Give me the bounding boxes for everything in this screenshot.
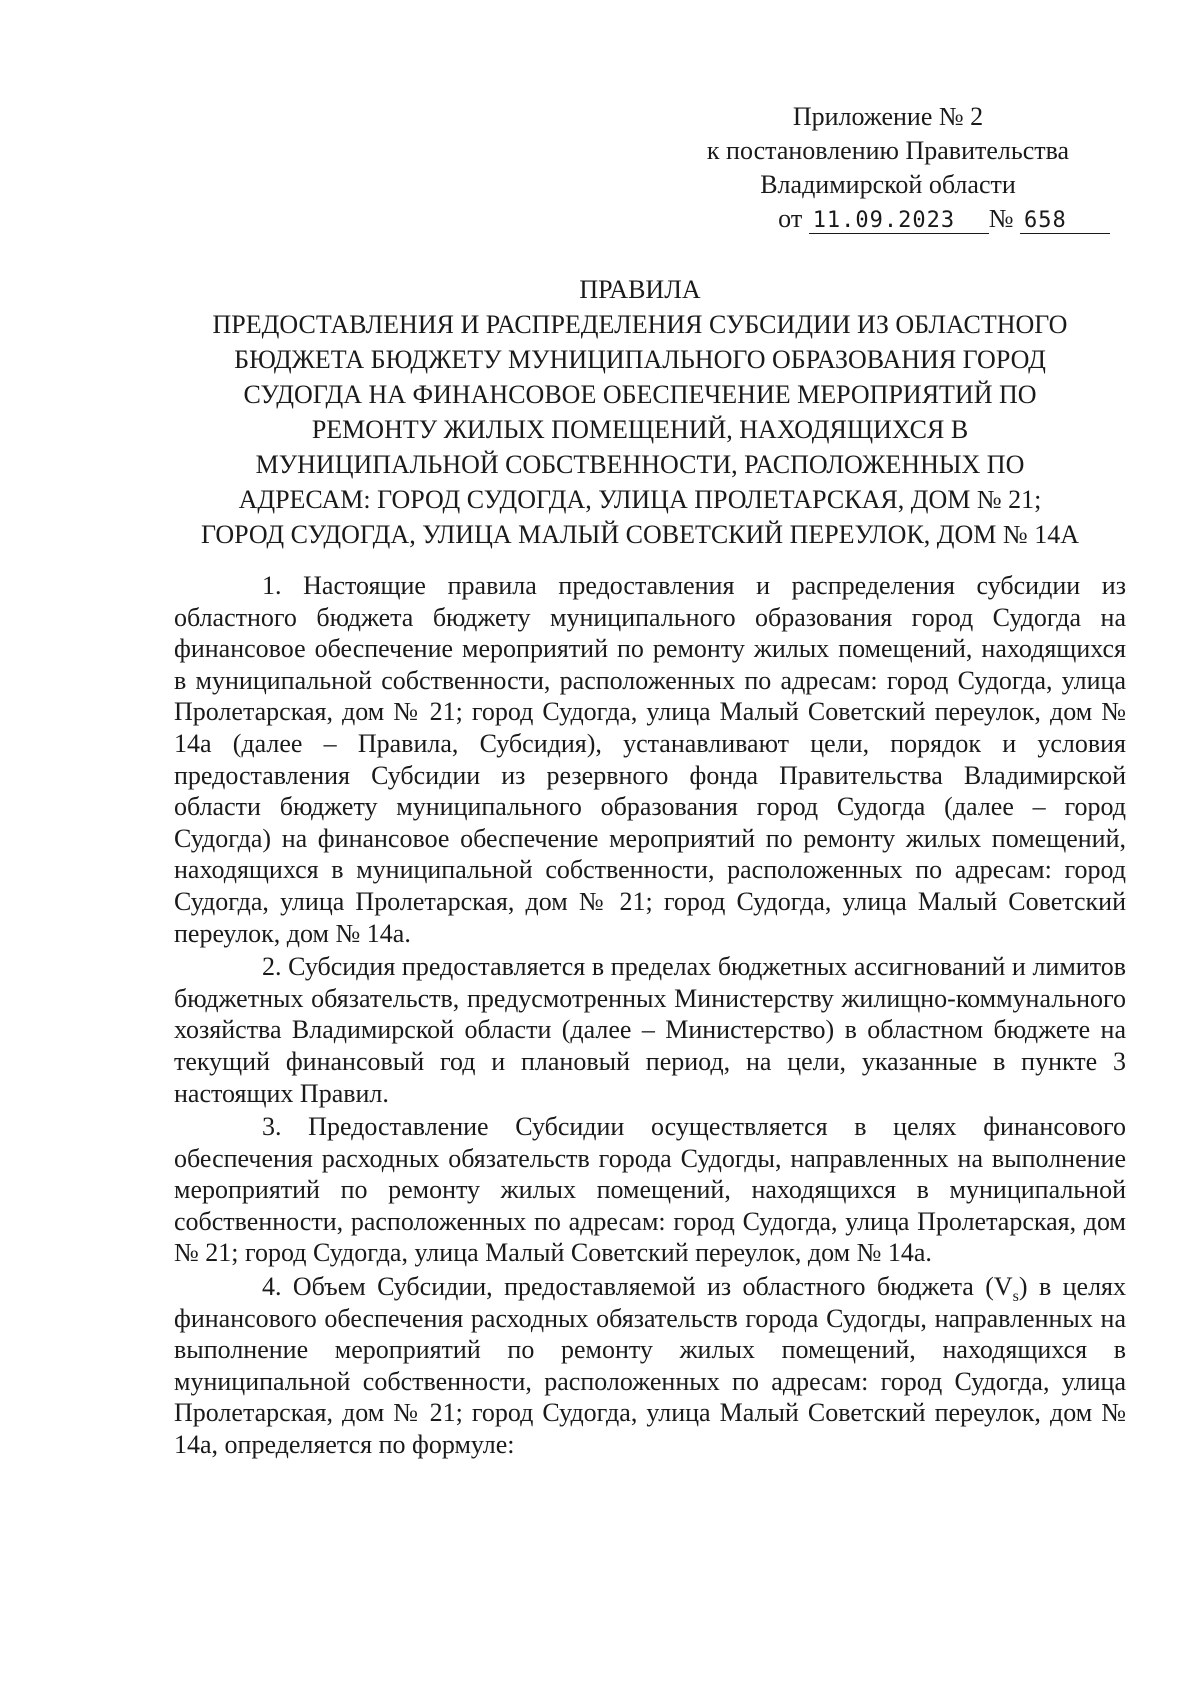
resolution-date: 11.09.2023 bbox=[809, 209, 989, 234]
title-line: ГОРОД СУДОГДА, УЛИЦА МАЛЫЙ СОВЕТСКИЙ ПЕРЕУЛОК, ДОМ № 14А bbox=[200, 520, 1080, 549]
resolution-number: 658 bbox=[1020, 209, 1110, 234]
title-heading: ПРАВИЛА bbox=[579, 275, 701, 304]
paragraph-4-start: 4. Объем Субсидии, предоставляемой из областного бюджета (V bbox=[262, 1272, 1013, 1302]
subscript-s: s bbox=[1012, 1288, 1019, 1306]
document-body bbox=[174, 570, 1126, 1461]
appendix-header bbox=[658, 100, 1118, 236]
title-line: ПРЕДОСТАВЛЕНИЯ И РАСПРЕДЕЛЕНИЯ СУБСИДИИ ИЗ ОБЛАСТНОГО bbox=[212, 310, 1068, 339]
title-line: БЮДЖЕТА БЮДЖЕТУ МУНИЦИПАЛЬНОГО ОБРАЗОВАНИЯ ГОРОД bbox=[234, 345, 1046, 374]
number-prefix: № bbox=[988, 204, 1014, 233]
paragraph-1: 1. Настоящие правила предоставления и распределения субсидии из областного бюджета бюджету муниципального образования город Судогда на финансовое обеспечение мероприятий по ремонту жилых помещений, находящихся в муниципальной собственности, расположенных по адресам: город Судогда, улица Пролетарская, дом № 21; город Судогда, улица Малый Советский переулок, дом № 14а (далее – Правила, Субсидия), устанавливают цели, порядок и условия предоставления Субсидии из резервного фонда Правительства Владимирской области бюджету муниципального образования город Судогда (далее – город Судогда) на финансовое обеспечение мероприятий по ремонту жилых помещений, находящихся в муниципальной собственности, расположенных по адресам: город Судогда, улица Пролетарская, дом № 21; город Судогда, улица Малый Советский переулок, дом № 14а. bbox=[174, 571, 1126, 948]
date-prefix: от bbox=[778, 204, 803, 233]
title-line: МУНИЦИПАЛЬНОЙ СОБСТВЕННОСТИ, РАСПОЛОЖЕННЫХ ПО bbox=[255, 450, 1025, 479]
appendix-reference: к постановлению Правительства bbox=[706, 136, 1070, 165]
paragraph-4 bbox=[174, 1271, 1126, 1461]
title-line: АДРЕСАМ: ГОРОД СУДОГДА, УЛИЦА ПРОЛЕТАРСКАЯ, ДОМ № 21; bbox=[238, 485, 1042, 514]
appendix-region: Владимирской области bbox=[760, 170, 1016, 199]
title-line: РЕМОНТУ ЖИЛЫХ ПОМЕЩЕНИЙ, НАХОДЯЩИХСЯ В bbox=[311, 415, 969, 444]
paragraph-4-end: ) в целях финансового обеспечения расходных обязательств города Судогды, направленных на выполнение мероприятий по ремонту жилых помещений, находящихся в муниципальной собственности, расположенных по адресам: город Судогда, улица Пролетарская, дом № 21; город Судогда, улица Малый Советский переулок, дом № 14а, определяется по формуле: bbox=[174, 1272, 1126, 1460]
title-line: СУДОГДА НА ФИНАНСОВОЕ ОБЕСПЕЧЕНИЕ МЕРОПРИЯТИЙ ПО bbox=[243, 380, 1037, 409]
document-title bbox=[160, 272, 1120, 552]
appendix-number: Приложение № 2 bbox=[792, 102, 984, 131]
paragraph-3: 3. Предоставление Субсидии осуществляется в целях финансового обеспечения расходных обязательств города Судогды, направленных на выполнение мероприятий по ремонту жилых помещений, находящихся в муниципальной собственности, расположенных по адресам: город Судогда, улица Пролетарская, дом № 21; город Судогда, улица Малый Советский переулок, дом № 14а. bbox=[174, 1112, 1126, 1268]
appendix-date-line bbox=[658, 202, 1118, 236]
paragraph-2: 2. Субсидия предоставляется в пределах бюджетных ассигнований и лимитов бюджетных обязательств, предусмотренных Министерству жилищно-коммунального хозяйства Владимирской области (далее – Министерство) в областном бюджете на текущий финансовый год и плановый период, на цели, указанные в пункте 3 настоящих Правил. bbox=[174, 952, 1126, 1108]
